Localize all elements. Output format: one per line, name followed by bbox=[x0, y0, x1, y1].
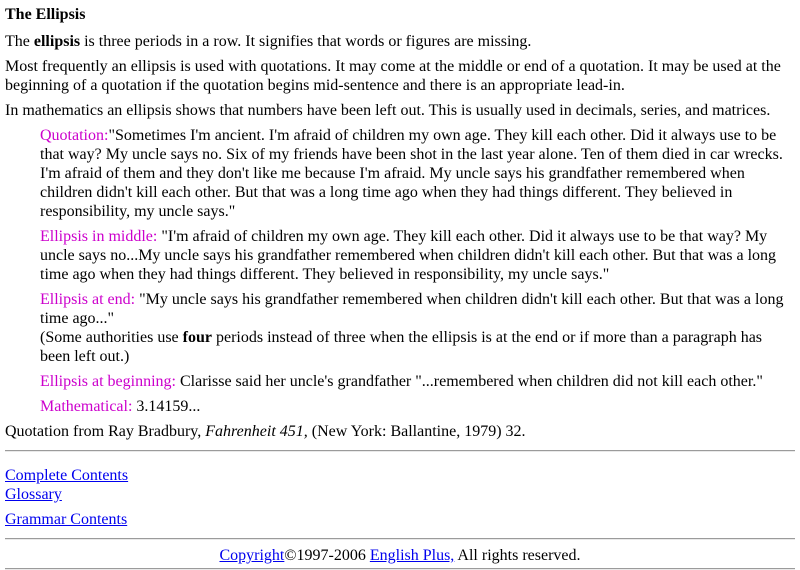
divider-content-bottom bbox=[5, 450, 795, 452]
example-ellipsis-middle-text: "I'm afraid of children my own age. They kill each other. Did it always use to be that way? My uncle says no...My uncle says his grandfather remembered when children didn't kill each other. But that was a long time ago when they had things different. They believed in responsibility, my uncle says." bbox=[40, 228, 777, 283]
link-copyright[interactable]: Copyright bbox=[219, 547, 285, 564]
citation-pre: Quotation from Ray Bradbury, bbox=[5, 423, 206, 440]
intro-paragraph-definition bbox=[5, 32, 795, 51]
example-ellipsis-beginning-label: Ellipsis at beginning: bbox=[40, 373, 176, 390]
intro-p1-pre: The bbox=[5, 33, 34, 50]
example-mathematical-label: Mathematical: bbox=[40, 398, 133, 415]
example-ellipsis-beginning-text: Clarisse said her uncle's grandfather "...remembered when children did not kill each other." bbox=[176, 373, 763, 390]
link-grammar-contents[interactable]: Grammar Contents bbox=[5, 511, 128, 528]
footer-copyright-years: ©1997-2006 bbox=[284, 547, 370, 564]
footer-rights-text: All rights reserved. bbox=[454, 547, 581, 564]
example-ellipsis-end-label: Ellipsis at end: bbox=[40, 291, 136, 308]
example-ellipsis-end-note-bold: four bbox=[182, 329, 212, 346]
nav-links-secondary bbox=[5, 510, 795, 529]
example-ellipsis-middle-label: Ellipsis in middle: bbox=[40, 228, 158, 245]
link-glossary[interactable]: Glossary bbox=[5, 486, 62, 503]
citation bbox=[5, 422, 795, 441]
example-mathematical-text: 3.14159... bbox=[132, 398, 201, 415]
link-english-plus[interactable]: English Plus, bbox=[369, 547, 455, 564]
intro-p1-post: is three periods in a row. It signifies that words or figures are missing. bbox=[80, 33, 532, 50]
link-complete-contents[interactable]: Complete Contents bbox=[5, 467, 129, 484]
divider-footer-top bbox=[5, 538, 795, 540]
example-quotation-label: Quotation: bbox=[40, 127, 109, 144]
nav-links-primary bbox=[5, 466, 795, 504]
example-ellipsis-end-note-pre: (Some authorities use bbox=[40, 329, 183, 346]
intro-p1-term: ellipsis bbox=[33, 33, 81, 50]
intro-paragraph-usage: Most frequently an ellipsis is used with quotations. It may come at the middle or end of a quotation. It may be used at the beginning of a quotation if the quotation begins mid-sentence and there is an appropriate lead-in. bbox=[5, 58, 781, 94]
example-mathematical bbox=[40, 397, 795, 416]
example-ellipsis-end bbox=[40, 290, 795, 366]
example-ellipsis-beginning bbox=[40, 372, 795, 391]
example-ellipsis-end-note-post: periods instead of three when the ellipsis is at the end or if more than a paragraph has been left out.) bbox=[40, 329, 763, 365]
example-quotation-text: "Sometimes I'm ancient. I'm afraid of children my own age. They kill each other. Did it always use to be that way? My uncle says no. Six of my friends have been shot in the last year alone. Ten of them died in car wrecks. I'm afraid of them and they don't like me because I'm afraid. My uncle says his grandfather remembered when children didn't kill each other. But that was a long time ago when they had things different. They believed in responsibility, my uncle says." bbox=[40, 127, 783, 220]
citation-book-title: Fahrenheit 451, bbox=[205, 423, 308, 440]
intro-paragraph-math: In mathematics an ellipsis shows that numbers have been left out. This is usually used in decimals, series, and matrices. bbox=[5, 102, 771, 119]
citation-post: (New York: Ballantine, 1979) 32. bbox=[307, 423, 526, 440]
example-quotation bbox=[40, 126, 795, 221]
page-title: The Ellipsis bbox=[5, 6, 86, 23]
example-ellipsis-middle bbox=[40, 227, 795, 284]
footer-copyright bbox=[5, 546, 795, 565]
example-ellipsis-end-text: "My uncle says his grandfather remembered when children didn't kill each other. But that was a long time ago..." bbox=[40, 291, 784, 327]
